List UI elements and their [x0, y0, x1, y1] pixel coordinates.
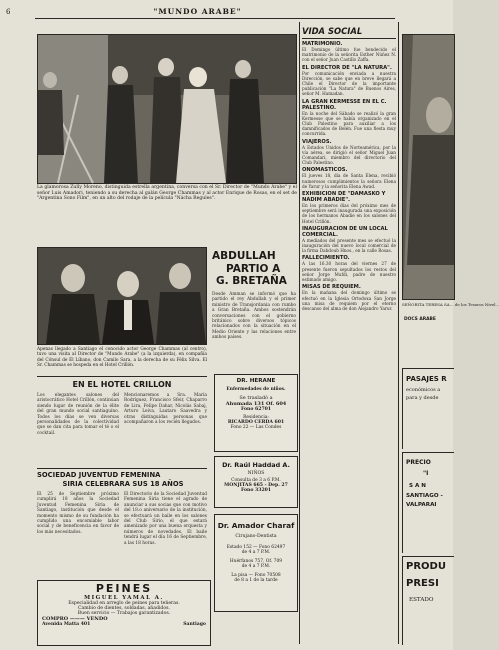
charaf-specialty: Cirujano-Dentista — [235, 534, 277, 539]
right-edge-photo — [402, 34, 455, 300]
herane-res-label: Residencia: — [243, 415, 269, 420]
vida-social-item-heading: VIAJEROS. — [302, 138, 332, 145]
charaf-row-3: Huérfanos 757, Of. 709 — [229, 559, 283, 564]
haddad-hours: Consulta de 3 a 6 P.M. — [231, 478, 281, 483]
header-rule — [35, 18, 395, 19]
herane-res-phone: Fono 22 — Las Condes — [230, 425, 282, 430]
sociedad-col1: El 25 de Septiembre próximo cumplirá 18 años la Sociedad Juventud Femenina Siria de Santiago, institución que desde el momento mismo de su fundación ha cumplido una encomiable labor social y de beneficencia en favor de los más necesitados. — [37, 492, 119, 535]
sociedad-col2: El Directorio de la Sociedad Juventud Femenina Siria tiene el agrado de anunciar a sus socias que con motivo del 18.o aniversario de la institución, se efectuará un baile en los salones del Club Sirio, el que estará amenizado por una buena orquesta y números de novedades. El baile tendrá lugar el día 16 de Septiembre, a las 18 horas. — [124, 492, 207, 546]
vida-social-list — [302, 41, 396, 313]
herane-specialty: Enfermedades de niños. — [226, 387, 286, 392]
produ-title: PRODU — [406, 561, 446, 572]
estado-text: ESTADO — [409, 597, 434, 603]
vida-social-item — [302, 167, 396, 189]
section-rule — [37, 468, 207, 469]
haddad-specialty: NIÑOS — [247, 471, 265, 476]
column-rule-right — [398, 22, 399, 644]
vida-social-item-text: Por comunicación enviada a nuestra Dirección, se sabe que en breve llegará a Chile el Director de la importante publicación "La Natura" de Buenos Aires, señor M. Hamadan. — [302, 70, 396, 97]
herane-move-2: Ahumada 131 Of. 604 — [225, 401, 287, 407]
vida-social-item-heading: LA GRAN KERMESSE EN EL C. PALESTINO. — [302, 98, 387, 111]
peines-buy-sell: COMPRO ——— VENDO — [42, 616, 108, 622]
second-photo — [37, 247, 207, 345]
right-edge-caption: SEÑORITA TERESA SA... de los Tesoros Nivel... — [402, 302, 499, 307]
herane-title: DR. HERANE — [236, 378, 276, 384]
film-set-photo — [38, 35, 296, 183]
vida-social-item — [302, 139, 396, 166]
herane-move-1: Se trasladó a — [239, 395, 273, 401]
precio-num: "I — [423, 470, 429, 477]
precio-ad — [402, 452, 454, 553]
vida-social-item-heading: EL DIRECTOR DE "LA NATURA". — [302, 64, 392, 71]
precio-title: PRECIO — [406, 459, 431, 466]
vida-social-item — [302, 99, 396, 137]
vida-social-item-heading: FALLECIMIENTO. — [302, 255, 350, 262]
sociedad-headline — [37, 471, 209, 488]
peines-footer — [38, 622, 210, 627]
vida-social-title: VIDA SOCIAL — [302, 26, 363, 36]
vida-social-item — [302, 191, 396, 224]
portrait-photo — [403, 35, 454, 299]
peines-line3: Buen servicio — Trabajos garantizados. — [77, 611, 171, 616]
vida-social-item-heading: ONOMASTICOS. — [302, 167, 348, 174]
abdullah-headline-line3: G. BRETAÑA — [216, 275, 287, 287]
consul-visit-photo — [38, 248, 206, 344]
charaf-title: Dr. Amador Charaf — [217, 521, 295, 530]
charaf-row-2: de 4 a 7 P.M. — [241, 550, 271, 555]
vida-social-item-text: El jueves 18, día de Santa Elena, recibió numerosos cumplimientos la señora Elena de Yarur y la señorita Elena Awad. — [302, 173, 396, 189]
second-photo-caption: Apenas llegado a Santiago el conocido actor George Chammas (al centro), tuvo una visita al Director de "Mundo Arabe" (a la izquierda), en compañía del Cónsul de El Líbano, don Camilo Sara, a la derecha de su Félix Silva. El Sr. Chammas se hospeda en el Hotel Crillón. — [37, 347, 207, 368]
abdullah-headline-line2: PARTIO A — [226, 262, 281, 275]
haddad-phone: Fono 33201 — [240, 488, 272, 493]
section-rule — [37, 376, 207, 377]
pasajes-line3: para y desde — [406, 395, 439, 401]
herane-ad — [214, 374, 298, 452]
vida-social-item — [302, 226, 396, 254]
vida-social-item-text: En la mañana del domingo último se efectuó en la Iglesia Ortodoxa San Jorge una misa de requiem por el eterno descanso del alma de don Alejandro Yarur. — [302, 290, 396, 311]
top-photo-caption: La glamorosa Zully Moreno, distinguida estrella argentina, conversa con el Sr. Director de "Mundo Arabe" y el señor Luis Amadori, teniendo a su derecha al galán George Chammas y al actor Enrique de Rosas, en el set de "Argentina Sono Film", en un alto del rodaje de la película "Nácha Regules". — [37, 185, 297, 202]
vida-social-item-heading: INAUGURACION DE UN LOCAL COMERCIAL. — [302, 225, 388, 238]
haddad-address: MONJITAS 665 - Dep. 27 — [224, 483, 288, 488]
vida-social-item-text: A Estados Unidos de Norteamérica, por la vía aérea, se dirigió el señor Miguel Juan Comandari, miembro del directorio del Club Palestino. — [302, 144, 396, 166]
vida-social-item — [302, 284, 396, 311]
sociedad-headline-line1: SOCIEDAD JUVENTUD FEMENINA — [37, 471, 161, 479]
charaf-row-5: La pisa — Fono 70508 — [231, 573, 281, 578]
charaf-row-6: de 8 a 1 de la tarde — [234, 578, 278, 583]
vida-social-item-text: A mediados del presente mes se efectuó la inauguración del nuevo local comercial de la firma Dabdoub Hnos., en la calle Rosas. — [302, 237, 396, 254]
vida-social-item-text: En la noche del Sábado se realizó la gran Kermesse que se había organizado en el Club Palestino para auxiliar a los damnificados de Belén. Fue una fiesta muy concurrida. — [302, 110, 396, 137]
pasajes-title: PASAJES R — [406, 375, 447, 383]
vida-social-item-text: El Domingo último fue bendecido el matrimonio de la señorita Esther Núñez N. con el señor Juan Castillo Zaffa. — [302, 47, 396, 63]
peines-title: PEINES — [95, 582, 153, 595]
precio-valpa: VALPARAI — [406, 502, 437, 508]
pasajes-ad — [402, 368, 454, 449]
masthead: "MUNDO ARABE" — [153, 7, 242, 16]
peines-line1: Especialidad en arreglo de peines para teñeras. — [68, 601, 180, 606]
vida-social-rule — [302, 38, 396, 39]
charaf-ad — [214, 514, 298, 612]
peines-ad — [37, 580, 211, 646]
abdullah-body: Desde Amman se informó que ha partido el rey Abdullah y el primer ministro de Transjordania con rumbo a Gran Bretaña. Ambos sostendrán conversaciones con el gobierno británico sobre diversos tópicos relacionados con la situación en el Medio Oriente y las relaciones entre ambos países. — [212, 292, 296, 341]
herane-res-address: RICARDO CERDA 601 — [227, 420, 285, 425]
presi-title: PRESI — [406, 578, 439, 589]
vida-social-item-text: En los primeros días del próximo mes de septiembre será inaugurada una exposición de los hermanos Abadie en los salones del Hotel Crillón. — [302, 203, 396, 224]
charaf-row-1: Estado 152 — Fono 62497 — [226, 545, 286, 550]
peines-city: Santiago — [183, 622, 206, 627]
crillon-headline: EN EL HOTEL CRILLON — [72, 380, 172, 389]
vida-social-item-heading: MATRIMONIO. — [302, 41, 343, 47]
peines-address: Avenida Matta 401 — [42, 622, 91, 627]
vida-social-item — [302, 41, 396, 63]
crillon-col1: Los elegantes salones del aristocrático Hotel Crillón, continúan siendo lugar de reunión de la élite del gran mundo social santiaguino. Todos los días se ven diversas personalidades de la colectividad que se dan cita para tomar el té o el cocktail. — [37, 393, 119, 436]
haddad-title: Dr. Raúl Haddad A. — [222, 461, 290, 469]
precio-san: S A N — [409, 483, 426, 489]
sociedad-headline-line2: SIRIA CELEBRARA SUS 18 AÑOS — [62, 479, 184, 488]
abdullah-headline — [212, 250, 296, 288]
precio-santiago: SANTIAGO - — [406, 493, 443, 499]
abdullah-headline-line1: ABDULLAH — [212, 250, 276, 262]
charaf-row-4: de 4 a 7 P.M. — [241, 564, 271, 569]
page-number: 6 — [6, 8, 11, 16]
vida-social-item-heading: MISAS DE REQUIEM. — [302, 284, 361, 291]
crillon-col2: Mencionaremos a Sra. María Rodríguez, Francisco Sfeir, Chaparro de Lira, Felipe Dahar, Nicolás Sabaj, Arturo Leiva, Lautaro Saavedra y otras distinguidas personas que acompañaron a los recién llegados. — [124, 393, 207, 426]
vida-social-item — [302, 65, 396, 97]
vida-social-item — [302, 255, 396, 282]
produ-ad — [402, 556, 454, 645]
vida-social-item-text: A las 16.30 horas del viernes 27 de presente fueron sepultados los restos del señor Jorge Mufdi, padre de nuestro estimado amigo. — [302, 261, 396, 283]
herane-phone: Fono 62701 — [240, 407, 272, 412]
peines-line2: Cambio de dientes, soldadas, añadidos. — [78, 606, 170, 611]
vida-social-item-heading: EXHIBICION DE "DAMASKO Y NADIM ABADIE". — [302, 191, 386, 204]
right-edge-docs: DOCS ARABE — [404, 317, 436, 322]
pasajes-line2: económicos a — [406, 387, 441, 393]
peines-maker: MIGUEL YAMAL A. — [84, 595, 164, 601]
haddad-ad — [214, 456, 298, 508]
column-rule — [299, 22, 300, 644]
top-photo — [37, 34, 297, 184]
